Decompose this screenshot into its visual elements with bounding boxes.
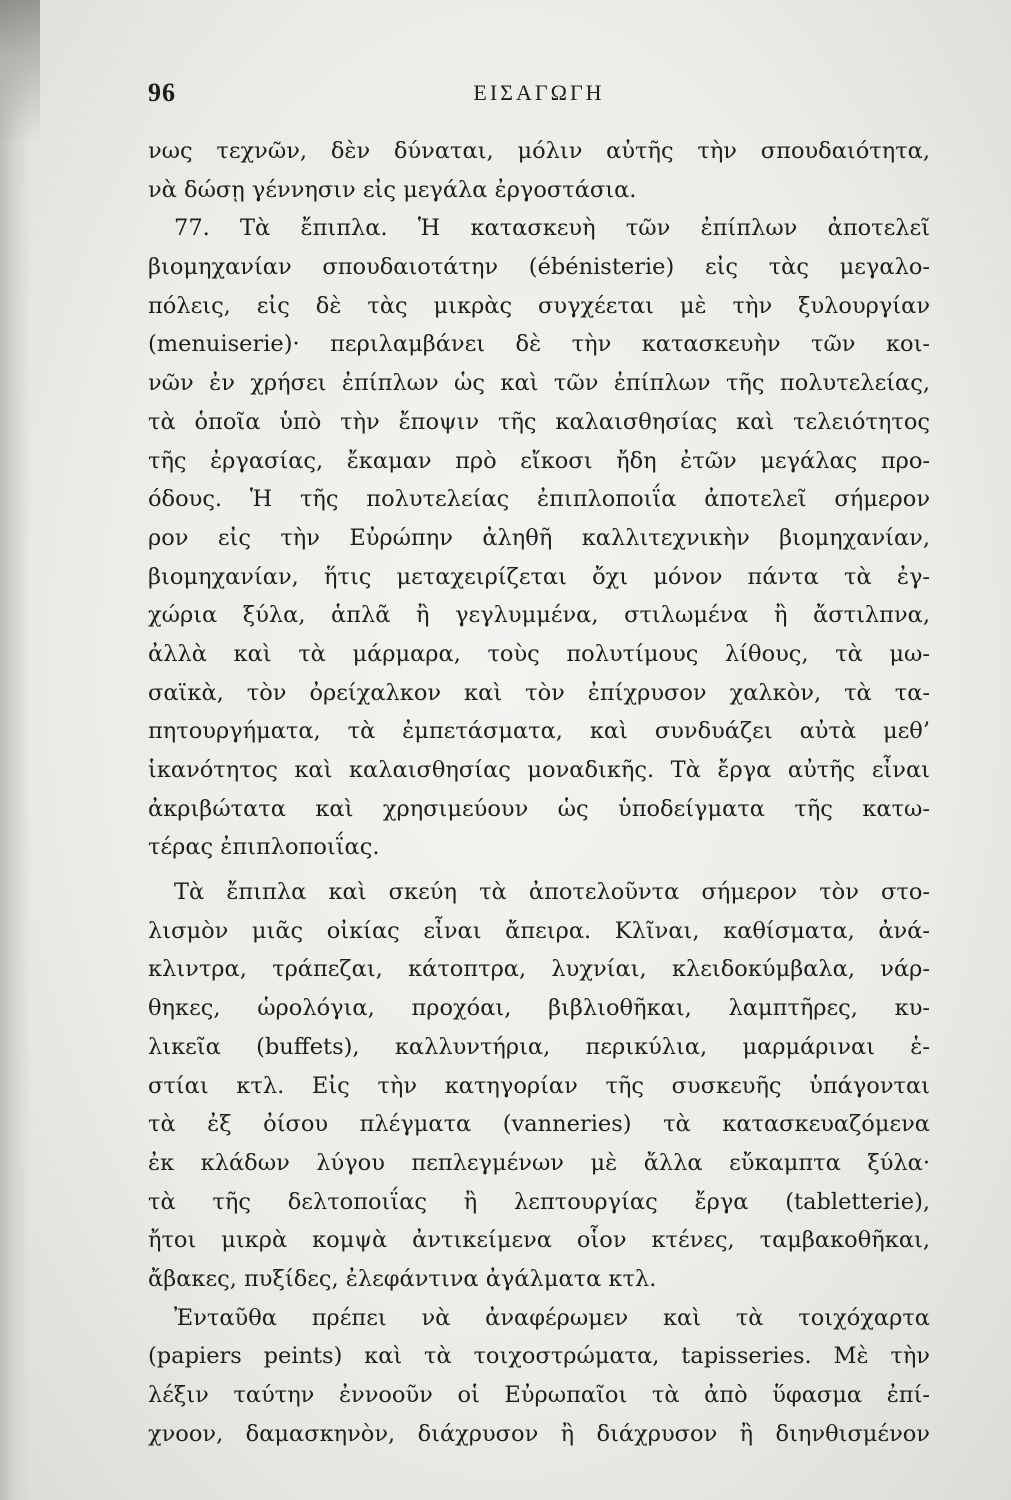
text-line: τέρας ἐπιπλοποιΐας. bbox=[148, 834, 380, 861]
text-line: ἀκριβώτατα καὶ χρησιμεύουν ὡς ὑποδείγματα τῆς κατω- bbox=[148, 795, 930, 822]
body-text bbox=[148, 132, 930, 1453]
text-line: τὰ τῆς δελτοποιΐας ἢ λεπτουργίας ἔργα (tabletterie), bbox=[148, 1188, 930, 1215]
text-line: τὰ ἐξ ὀίσου πλέγματα (vanneries) τὰ κατασκευαζόμενα bbox=[148, 1111, 930, 1138]
text-line: λικεῖα (buffets), καλλυντήρια, περικύλια, μαρμάριναι ἑ- bbox=[148, 1033, 930, 1060]
text-line: ἄβακες, πυξίδες, ἐλεφάντινα ἀγάλματα κτλ. bbox=[148, 1265, 657, 1292]
text-line: όδους. Ἡ τῆς πολυτελείας ἐπιπλοποιΐα ἀποτελεῖ σήμερον bbox=[148, 486, 930, 513]
page-corner-shadow bbox=[0, 0, 40, 140]
text-line: τῆς ἐργασίας, ἔκαμαν πρὸ εἴκοσι ἤδη ἐτῶν μεγάλας προ- bbox=[148, 447, 930, 474]
text-line: χώρια ξύλα, ἁπλᾶ ἢ γεγλυμμένα, στιλωμένα ἢ ἄστιλπνα, bbox=[148, 602, 930, 629]
section-heading-line: 77. Τὰ ἔπιπλα. Ἡ κατασκευὴ τῶν ἐπίπλων ἀποτελεῖ bbox=[174, 215, 930, 242]
page-number: 96 bbox=[148, 78, 176, 107]
text-line: Τὰ ἔπιπλα καὶ σκεύη τὰ ἀποτελοῦντα σήμερον τὸν στο- bbox=[174, 879, 930, 906]
text-line: βιομηχανίαν, ἥτις μεταχειρίζεται ὄχι μόνον πάντα τὰ ἐγ- bbox=[148, 563, 930, 590]
text-line: βιομηχανίαν σπουδαιοτάτην (ébénisterie) εἰς τὰς μεγαλο- bbox=[148, 254, 930, 281]
text-line: νῶν ἐν χρήσει ἐπίπλων ὡς καὶ τῶν ἐπίπλων τῆς πολυτελείας, bbox=[148, 370, 930, 397]
page-shadow-edge bbox=[0, 0, 30, 1500]
text-line: θηκες, ὡρολόγια, προχόαι, βιβλιοθῆκαι, λαμπτῆρες, κυ- bbox=[148, 995, 930, 1022]
text-line: χνοον, δαμασκηνὸν, διάχρυσον ἢ διάχρυσον ἢ διηνθισμένον bbox=[148, 1420, 930, 1447]
text-line: νὰ δώσῃ γέννησιν εἰς μεγάλα ἐργοστάσια. bbox=[148, 176, 637, 203]
text-line: ἤτοι μικρὰ κομψὰ ἀντικείμενα οἷον κτένες, ταμβακοθῆκαι, bbox=[148, 1227, 930, 1254]
text-line: κλιντρα, τράπεζαι, κάτοπτρα, λυχνίαι, κλειδοκύμβαλα, νάρ- bbox=[148, 956, 930, 983]
text-line: πητουργήματα, τὰ ἐμπετάσματα, καὶ συνδυάζει αὐτὰ μεθ’ bbox=[148, 718, 930, 745]
text-line: νως τεχνῶν, δὲν δύναται, μόλιν αὐτῆς τὴν σπουδαιότητα, bbox=[148, 138, 930, 164]
text-line: σαϊκὰ, τὸν ὀρείχαλκον καὶ τὸν ἐπίχρυσον χαλκὸν, τὰ τα- bbox=[148, 679, 930, 706]
text-line: λισμὸν μιᾶς οἰκίας εἶναι ἄπειρα. Κλῖναι, καθίσματα, ἀνά- bbox=[148, 917, 930, 944]
text-line: πόλεις, εἰς δὲ τὰς μικρὰς συγχέεται μὲ τὴν ξυλουργίαν bbox=[148, 292, 930, 319]
text-line: (papiers peints) καὶ τὰ τοιχοστρώματα, tapisseries. Μὲ τὴν bbox=[148, 1343, 930, 1370]
text-line: ἐκ κλάδων λύγου πεπλεγμένων μὲ ἄλλα εὔκαμπτα ξύλα· bbox=[148, 1149, 930, 1176]
text-line: ρον εἰς τὴν Εὐρώπην ἀληθῆ καλλιτεχνικὴν βιομηχανίαν, bbox=[148, 524, 930, 551]
text-line: ἀλλὰ καὶ τὰ μάρμαρα, τοὺς πολυτίμους λίθους, τὰ μω- bbox=[148, 640, 930, 667]
page-header bbox=[148, 78, 930, 112]
text-line: στίαι κτλ. Εἰς τὴν κατηγορίαν τῆς συσκευῆς ὑπάγονται bbox=[148, 1072, 930, 1099]
text-line: ἱκανότητος καὶ καλαισθησίας μοναδικῆς. Τὰ ἔργα αὐτῆς εἶναι bbox=[148, 757, 930, 783]
text-line: Ἐνταῦθα πρέπει νὰ ἀναφέρωμεν καὶ τὰ τοιχόχαρτα bbox=[174, 1304, 930, 1331]
text-line: (menuiserie)· περιλαμβάνει δὲ τὴν κατασκευὴν τῶν κοι- bbox=[148, 331, 930, 358]
running-head: ΕΙΣΑΓΩΓΗ bbox=[473, 80, 605, 105]
text-line: τὰ ὁποῖα ὑπὸ τὴν ἔποψιν τῆς καλαισθησίας καὶ τελειότητος bbox=[148, 408, 930, 435]
text-line: λέξιν ταύτην ἐννοοῦν οἱ Εὐρωπαῖοι τὰ ἀπὸ ὕφασμα ἐπί- bbox=[148, 1382, 930, 1408]
